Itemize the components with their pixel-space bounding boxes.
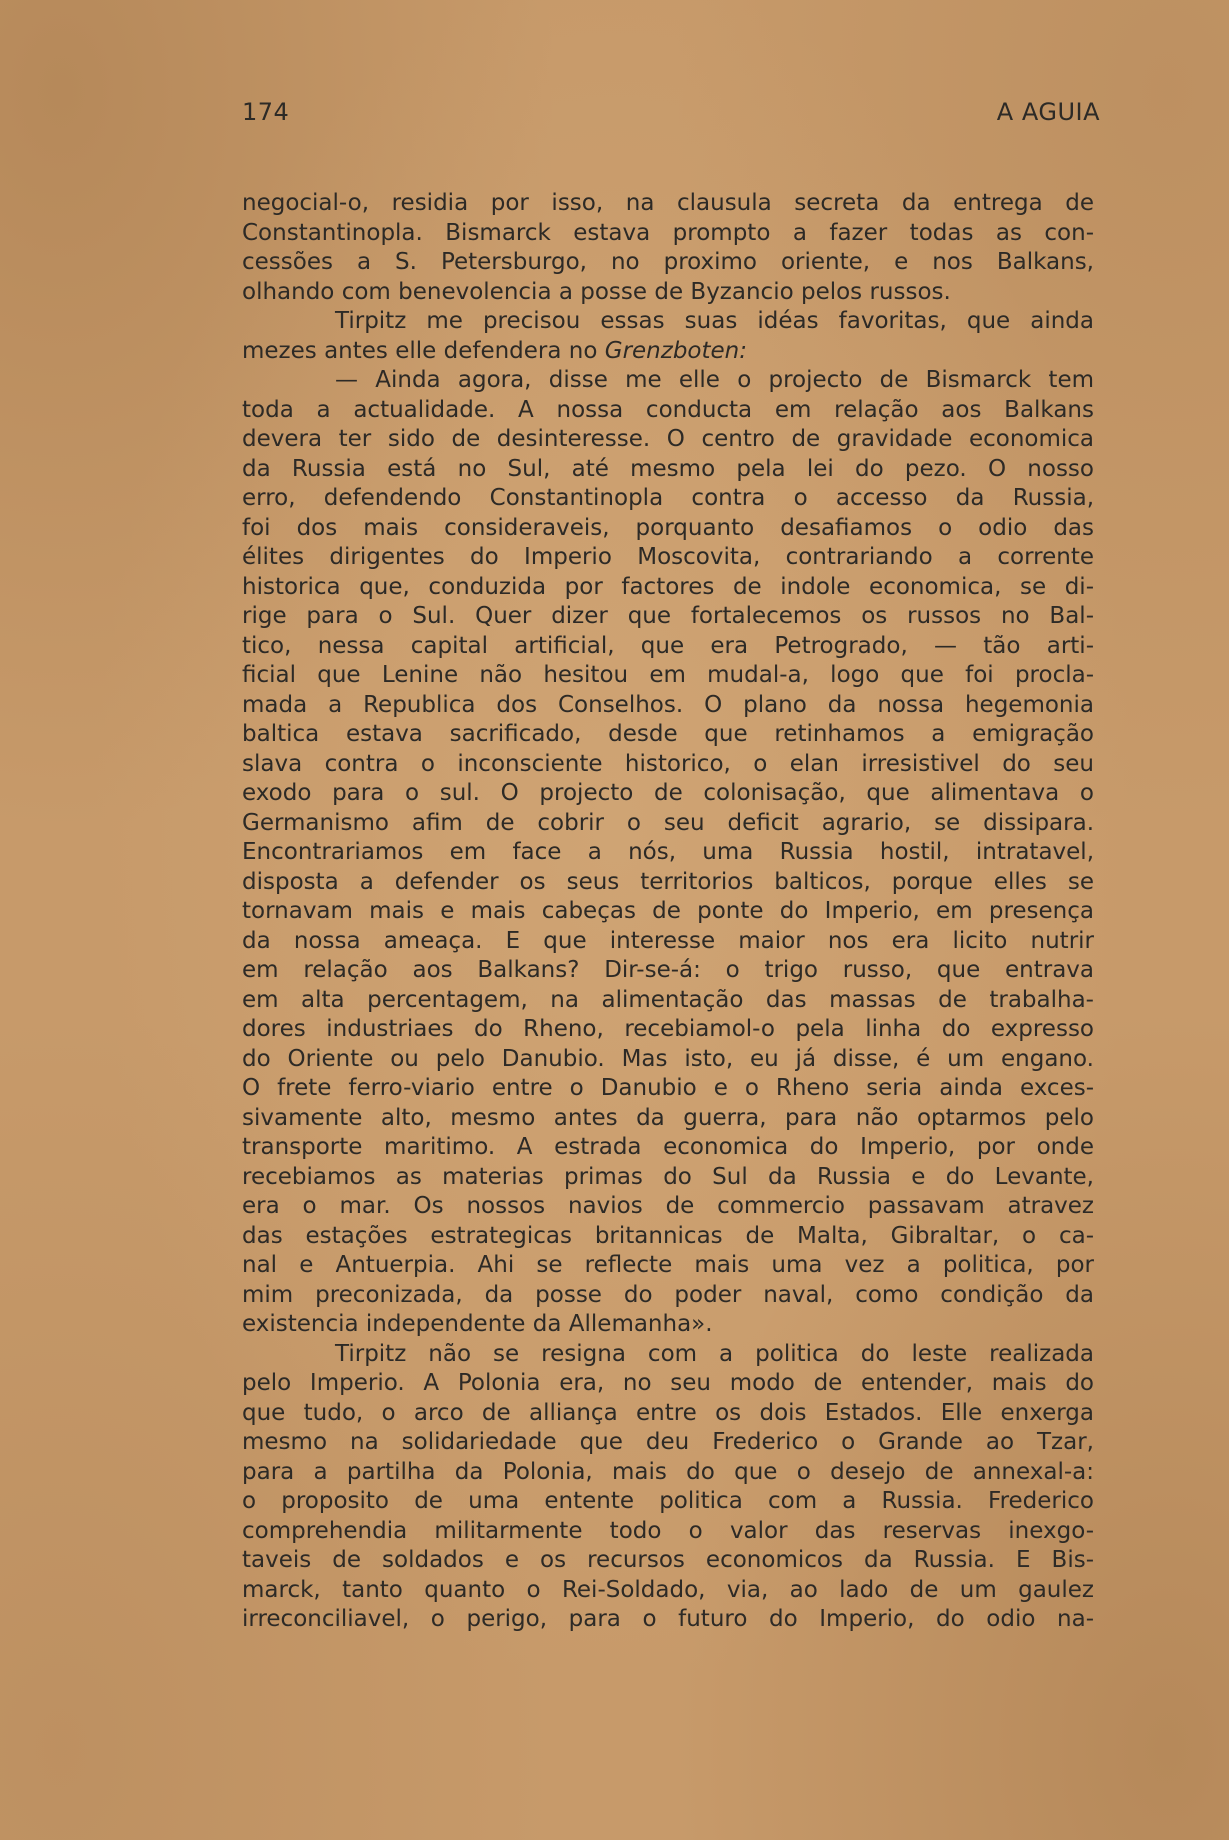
text-line: do Oriente ou pelo Danubio. Mas isto, eu já disse, é um engano. [242, 1045, 1094, 1072]
text-line [242, 337, 1094, 367]
body-text [242, 189, 1094, 1635]
text-line: irreconciliavel, o perigo, para o futuro do Imperio, do odio na- [242, 1606, 1094, 1632]
text-line: para a partilha da Polonia, mais do que o desejo de annexal-a: [242, 1458, 1094, 1485]
text-line: disposta a defender os seus territorios balticos, porque elles se [242, 868, 1094, 895]
text-line: Encontrariamos em face a nós, uma Russia hostil, intratavel, [242, 839, 1094, 865]
text-line: Tirpitz me precisou essas suas idéas favoritas, que ainda [335, 308, 1094, 334]
italic-title: Grenzboten: [604, 337, 747, 364]
journal-title: A AGUIA [996, 98, 1100, 126]
running-head [242, 98, 1100, 132]
text-line: das estações estrategicas britannicas de Malta, Gibraltar, o ca- [242, 1222, 1094, 1249]
text-line: em relação aos Balkans? Dir-se-á: o trigo russo, que entrava [242, 957, 1094, 983]
text-line: da nossa ameaça. E que interesse maior nos era licito nutrir [242, 927, 1094, 954]
text-line: nal e Antuerpia. Ahi se reflecte mais uma vez a politica, por [242, 1252, 1094, 1278]
text-line: erro, defendendo Constantinopla contra o accesso da Russia, [242, 485, 1094, 511]
text-line: negocial-o, residia por isso, na clausula secreta da entrega de [242, 190, 1094, 216]
text-line: devera ter sido de desinteresse. O centro de gravidade economica [242, 426, 1094, 452]
page-number: 174 [242, 98, 290, 126]
text-line: élites dirigentes do Imperio Moscovita, contrariando a corrente [242, 544, 1094, 570]
text-line: exodo para o sul. O projecto de colonisação, que alimentava o [242, 780, 1094, 806]
text-line: sivamente alto, mesmo antes da guerra, para não optarmos pelo [242, 1104, 1094, 1131]
text-line: mada a Republica dos Conselhos. O plano da nossa hegemonia [242, 691, 1094, 718]
text-line: era o mar. Os nossos navios de commercio passavam atravez [242, 1193, 1094, 1219]
text-line: o proposito de uma entente politica com a Russia. Frederico [242, 1488, 1094, 1514]
text-line: dores industriaes do Rheno, recebiamol-o pela linha do expresso [242, 1016, 1094, 1042]
text-line: O frete ferro-viario entre o Danubio e o Rheno seria ainda exces- [242, 1075, 1094, 1101]
text-line: comprehendia militarmente todo o valor das reservas inexgo- [242, 1517, 1094, 1544]
text-line: que tudo, o arco de alliança entre os dois Estados. Elle enxerga [242, 1399, 1094, 1426]
text-line: slava contra o inconsciente historico, o elan irresistivel do seu [242, 750, 1094, 777]
text-line-segment: mezes antes elle defendera no [242, 337, 605, 364]
text-line: transporte maritimo. A estrada economica do Imperio, por onde [242, 1134, 1094, 1160]
text-line: recebiamos as materias primas do Sul da Russia e do Levante, [242, 1163, 1094, 1190]
text-line: mim preconizada, da posse do poder naval, como condição da [242, 1281, 1094, 1308]
text-line: existencia independente da Allemanha». [242, 1311, 713, 1337]
text-line: cessões a S. Petersburgo, no proximo oriente, e nos Balkans, [242, 249, 1094, 275]
text-line: em alta percentagem, na alimentação das massas de trabalha- [242, 986, 1094, 1013]
text-line: ficial que Lenine não hesitou em mudal-a, logo que foi procla- [242, 662, 1094, 688]
text-line: da Russia está no Sul, até mesmo pela lei do pezo. O nosso [242, 455, 1094, 482]
text-line: taveis de soldados e os recursos economicos da Russia. E Bis- [242, 1547, 1094, 1573]
text-line: — Ainda agora, disse me elle o projecto de Bismarck tem [335, 367, 1094, 393]
text-line: tornavam mais e mais cabeças de ponte do Imperio, em presença [242, 898, 1094, 924]
text-line: foi dos mais consideraveis, porquanto desafiamos o odio das [242, 514, 1094, 541]
text-line: mesmo na solidariedade que deu Frederico o Grande ao Tzar, [242, 1429, 1094, 1455]
text-line: Tirpitz não se resigna com a politica do leste realizada [335, 1340, 1094, 1367]
text-line: baltica estava sacrificado, desde que retinhamos a emigração [242, 721, 1094, 747]
text-line: marck, tanto quanto o Rei-Soldado, via, ao lado de um gaulez [242, 1576, 1094, 1603]
text-line: Constantinopla. Bismarck estava prompto a fazer todas as con- [242, 219, 1094, 246]
text-line: rige para o Sul. Quer dizer que fortalecemos os russos no Bal- [242, 603, 1094, 629]
text-line: Germanismo afim de cobrir o seu deficit agrario, se dissipara. [242, 809, 1094, 836]
text-line: olhando com benevolencia a posse de Byzancio pelos russos. [242, 278, 951, 305]
text-line: pelo Imperio. A Polonia era, no seu modo de entender, mais do [242, 1370, 1094, 1396]
text-line: tico, nessa capital artificial, que era Petrogrado, — tão arti- [242, 632, 1094, 659]
text-line: toda a actualidade. A nossa conducta em relação aos Balkans [242, 396, 1094, 423]
text-line: historica que, conduzida por factores de indole economica, se di- [242, 573, 1094, 600]
